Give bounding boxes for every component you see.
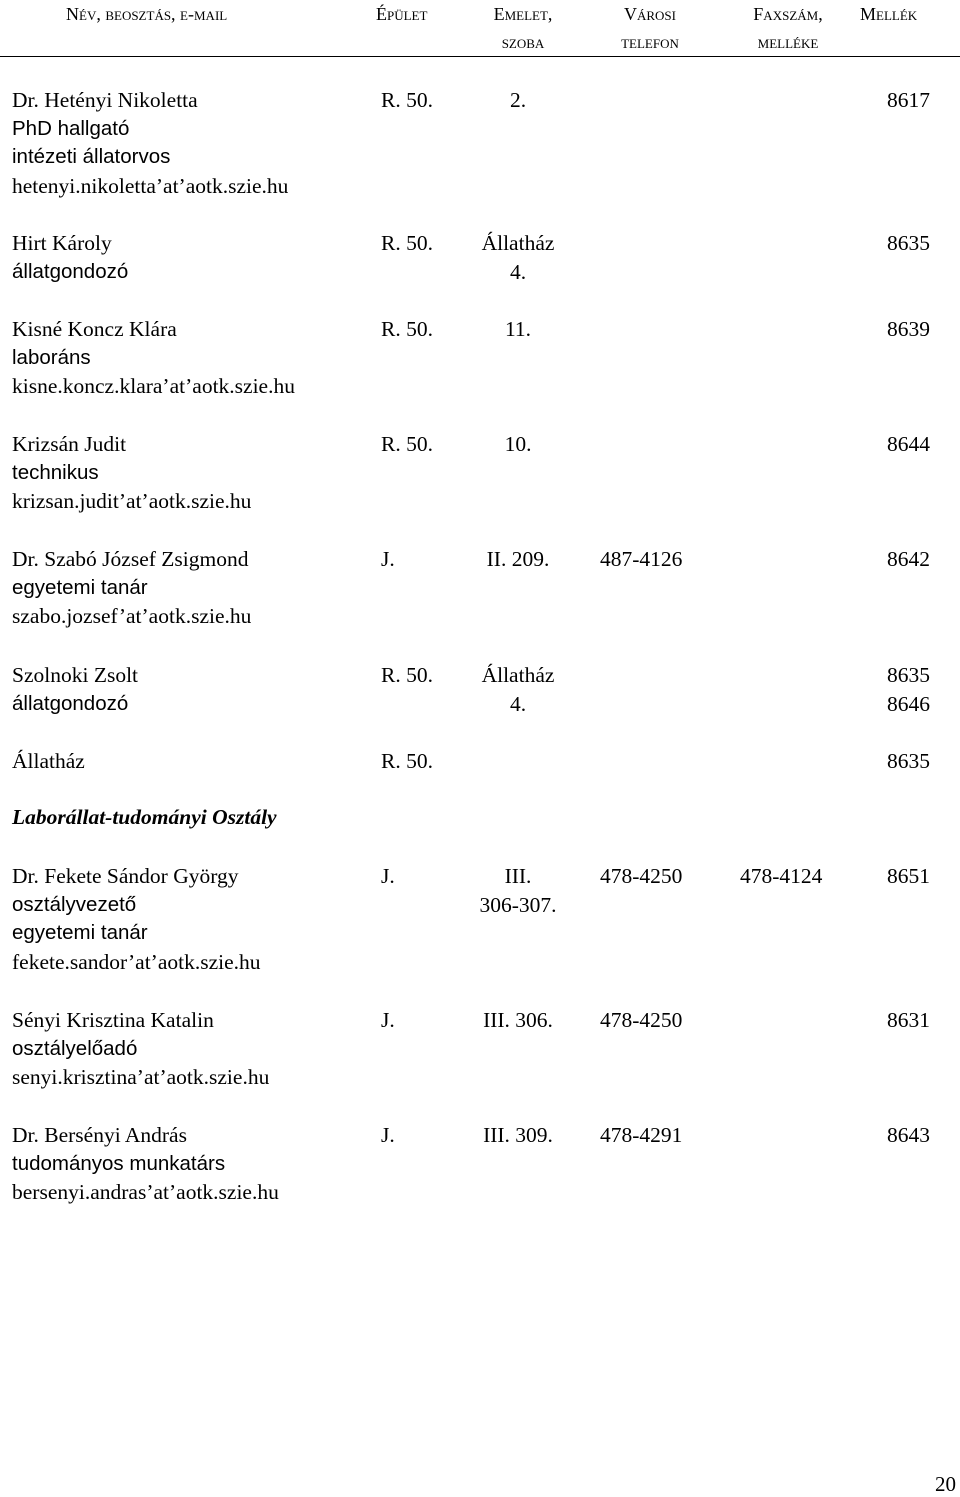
building: R. 50. [381,231,433,255]
person-name: Dr. Hetényi Nikoletta [12,88,198,112]
building: J. [381,1008,395,1032]
email-text: hetenyi.nikoletta’at’aotk.szie.hu [12,173,289,198]
city-phone: 487-4126 [600,547,683,571]
header-extension [860,0,917,28]
extension-number: 8644 [887,432,930,456]
building: R. 50. [381,432,433,456]
person-name: Dr. Szabó József Zsigmond [12,547,249,571]
entry-name-block [12,862,372,976]
entry-name-block [12,545,372,631]
header-floor-label-1: Emelet, [493,4,553,24]
person-name: Dr. Fekete Sándor György [12,864,239,888]
floor-room [463,661,573,718]
extension-number: 8617 [887,88,930,112]
header-phone-label-2: telefon [621,32,679,52]
header-fax-label-2: melléke [757,32,819,52]
entry-name-block [12,430,372,516]
floor-room-line: 4. [509,691,527,716]
position-text: egyetemi tanár [12,575,148,599]
floor-room-line: III. [504,864,532,888]
header-floor-label-2: szoba [501,32,545,52]
section-title: Laborállat-tudományi Osztály [12,805,277,829]
floor-room [463,315,573,344]
position-text: technikus [12,460,99,484]
extension-number: 8635 [887,663,930,687]
position-text: egyetemi tanár [12,921,148,945]
person-name: Dr. Bersényi András [12,1123,187,1147]
city-phone: 478-4250 [600,1008,683,1032]
person-name: Krizsán Judit [12,432,127,456]
email-text: kisne.koncz.klara’at’aotk.szie.hu [12,374,295,399]
header-building-label: Épület [376,4,428,24]
building: J. [381,547,395,571]
header-phone [600,0,700,56]
entry-name-block [12,747,372,776]
entry-name-block [12,315,372,401]
floor-room [463,862,573,919]
position-text: állatgondozó [12,691,129,715]
floor-room [463,545,573,574]
extension [887,1121,930,1150]
email-text: bersenyi.andras’at’aotk.szie.hu [12,1180,279,1205]
header-fax-label-1: Faxszám, [753,4,823,24]
header-phone-label-1: Városi [623,4,676,24]
floor-room [463,229,573,286]
extension-number: 8635 [887,231,930,255]
person-name: Állatház [12,749,85,773]
header-building [376,0,427,28]
floor-room [463,1006,573,1035]
extension [887,430,930,459]
position-text: állatgondozó [12,259,129,283]
extension [887,86,930,115]
extension-number: 8631 [887,1008,930,1032]
floor-room-line: Állatház [481,663,555,687]
extension-number: 8643 [887,1123,930,1147]
floor-room-line: 10. [504,432,532,456]
email-text: szabo.jozsef’at’aotk.szie.hu [12,604,252,629]
building: R. 50. [381,749,433,773]
extension [887,315,930,344]
page-number: 20 [935,1472,956,1496]
city-phone: 478-4250 [600,864,683,888]
position-text: intézeti állatorvos [12,145,171,169]
entry-name-block [12,1006,372,1092]
extension [887,545,930,574]
floor-room-line: III. 306. [483,1008,553,1032]
position-text: PhD hallgató [12,116,130,140]
floor-room [463,1121,573,1150]
email-text: krizsan.judit’at’aotk.szie.hu [12,489,252,514]
email-text: senyi.krisztina’at’aotk.szie.hu [12,1065,270,1090]
building: R. 50. [381,663,433,687]
extension [887,661,930,718]
extension [887,1006,930,1035]
extension-number: 8642 [887,547,930,571]
floor-room-line: Állatház [481,231,555,255]
building: J. [381,1123,395,1147]
person-name: Sényi Krisztina Katalin [12,1008,214,1032]
extension-number: 8639 [887,317,930,341]
fax-number: 478-4124 [740,864,823,888]
entry-name-block [12,661,372,718]
header-fax [733,0,843,56]
building: R. 50. [381,88,433,112]
extension [887,862,930,891]
extension-number: 8646 [887,691,930,716]
extension [887,747,930,776]
floor-room-line: 306-307. [479,892,557,917]
position-text: osztályvezető [12,892,137,916]
floor-room-line: III. 309. [483,1123,553,1147]
entry-name-block [12,86,372,200]
floor-room [463,86,573,115]
extension-number: 8635 [887,749,930,773]
floor-room-line: II. 209. [486,547,550,571]
city-phone: 478-4291 [600,1123,683,1147]
building: J. [381,864,395,888]
floor-room-line: 11. [504,317,532,341]
entry-name-block [12,229,372,286]
table-header [0,0,960,57]
email-text: fekete.sandor’at’aotk.szie.hu [12,949,261,974]
position-text: laboráns [12,345,91,369]
person-name: Szolnoki Zsolt [12,663,139,687]
extension-number: 8651 [887,864,930,888]
header-name-label: Név, beosztás, e-mail [66,4,228,24]
entry-name-block [12,1121,372,1207]
person-name: Hirt Károly [12,231,112,255]
position-text: tudományos munkatárs [12,1151,226,1175]
building: R. 50. [381,317,433,341]
header-name [66,0,227,28]
floor-room [463,430,573,459]
position-text: osztályelőadó [12,1036,138,1060]
header-extension-label: Mellék [860,4,918,24]
floor-room-line: 2. [509,88,527,112]
floor-room-line: 4. [509,259,527,284]
extension [887,229,930,258]
header-floor [473,0,573,56]
person-name: Kisné Koncz Klára [12,317,177,341]
